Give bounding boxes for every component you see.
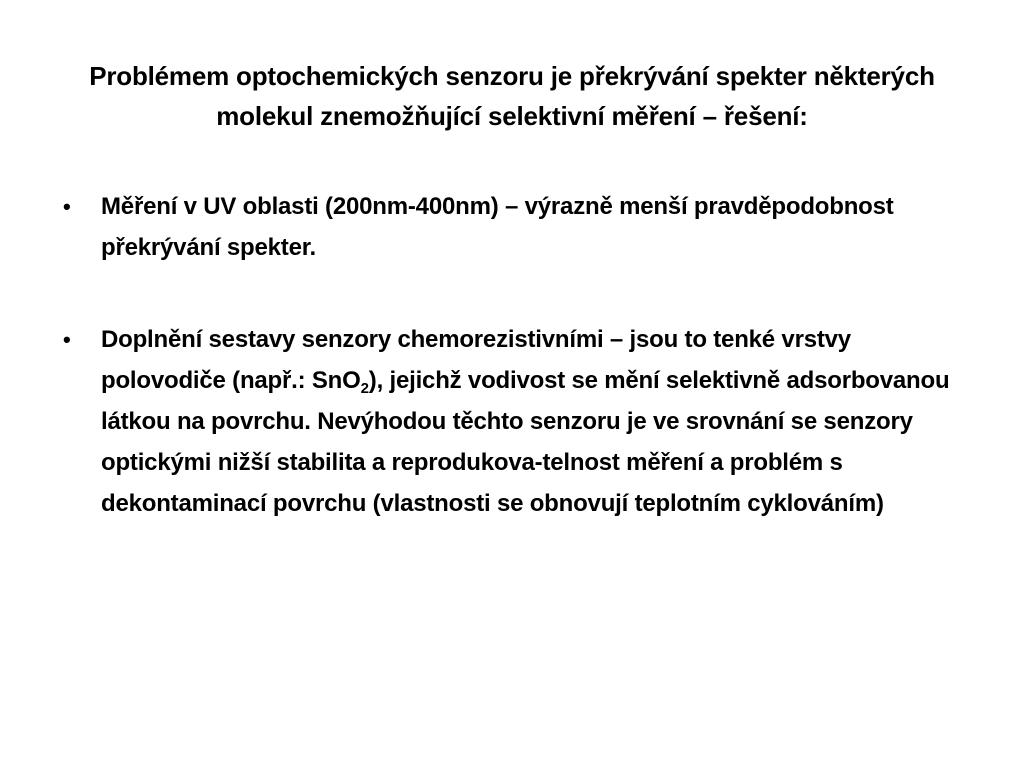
- bullet-list: [60, 186, 960, 524]
- bullet-text: Měření v UV oblasti (200nm-400nm) – výrazně menší pravděpodobnost překrývání spekter.: [101, 193, 894, 261]
- bullet-text-after-subscript: ), jejichž vodivost se mění selektivně adsorbovanou látkou na povrchu. Nevýhodou těchto senzoru je ve srovnání se senzory optickými nižší stabilita a reprodukova-telnost měření a problém s dekontaminací povrchu (vlastnosti se obnovují teplotním cyklováním): [101, 367, 950, 517]
- bullet-point-icon: •: [63, 194, 71, 219]
- slide-title: Problémem optochemických senzoru je překrývání spekter některých molekul znemožňující selektivní měření – řešení:: [89, 61, 935, 131]
- bullet-text-before-subscript: Doplnění sestavy senzory chemorezistivními – jsou to tenké vrstvy polovodiče (např.: SnO: [101, 326, 851, 394]
- bullet-item-uv-measurement: [60, 186, 960, 268]
- bullet-item-chemoresistive-sensors: [60, 319, 960, 524]
- subscript-two: 2: [360, 380, 369, 397]
- bullet-point-icon: •: [63, 327, 71, 352]
